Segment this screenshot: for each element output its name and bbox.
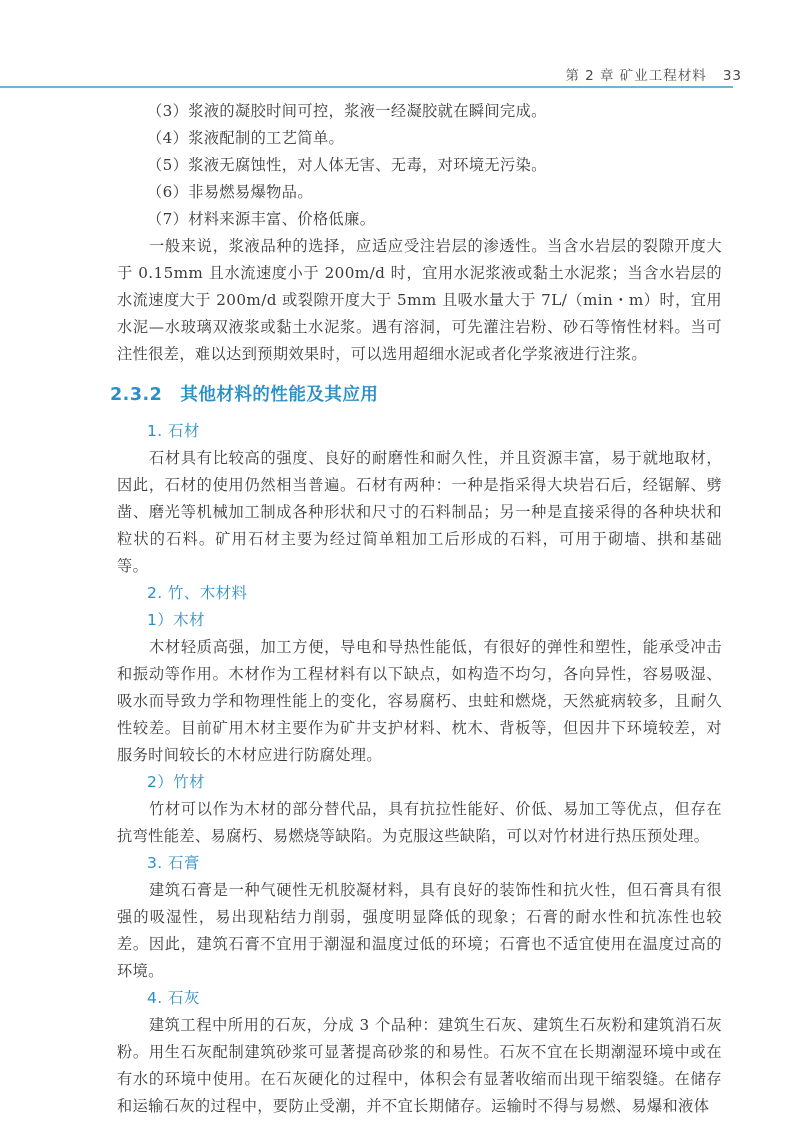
stone-paragraph: 石材具有比较高的强度、良好的耐磨性和耐久性，并且资源丰富，易于就地取材，因此，石材的使用仍然相当普遍。石材有两种：一种是指采得大块岩石后，经锯解、劈凿、磨光等机械加工制成各种形状和尺寸的石料制品；另一种是直接采得的各种块状和粒状的石料。矿用石材主要为经过简单粗加工后形成的石料，可用于砌墙、拱和基础等。 bbox=[117, 449, 722, 575]
list-item: （4）浆液配制的工艺简单。 bbox=[147, 129, 345, 147]
section-number: 2.3.2 bbox=[110, 385, 163, 405]
section-heading bbox=[110, 382, 722, 409]
page-body bbox=[110, 98, 722, 1120]
lime-heading: 4. 石灰 bbox=[147, 989, 200, 1007]
list-item: （6）非易燃易爆物品。 bbox=[147, 183, 313, 201]
bamboo-wood-heading: 2. 竹、木材料 bbox=[147, 584, 248, 602]
wood-heading: 1）木材 bbox=[147, 611, 205, 629]
gypsum-paragraph: 建筑石膏是一种气硬性无机胶凝材料，具有良好的装饰性和抗火性，但石膏具有很强的吸湿性，易出现粘结力削弱，强度明显降低的现象；石膏的耐水性和抗冻性也较差。因此，建筑石膏不宜用于潮湿和温度过低的环境；石膏也不适宜使用在温度过高的环境。 bbox=[117, 881, 722, 980]
intro-paragraph: 一般来说，浆液品种的选择，应适应受注岩层的渗透性。当含水岩层的裂隙开度大于 0.15mm 且水流速度小于 200m/d 时，宜用水泥浆液或黏土水泥浆；当含水岩层的水流速度大于 200m/d 或裂隙开度大于 5mm 且吸水量大于 7L/（min・m）时，宜用水泥—水玻璃双液浆或黏土水泥浆。遇有溶洞，可先灌注岩粉、砂石等惰性材料。当可注性很差，难以达到预期效果时，可以选用超细水泥或者化学浆液进行注浆。 bbox=[117, 237, 722, 363]
header-rule bbox=[0, 86, 733, 88]
bamboo-heading: 2）竹材 bbox=[147, 773, 205, 791]
running-header bbox=[565, 64, 742, 84]
list-item: （7）材料来源丰富、价格低廉。 bbox=[147, 210, 376, 228]
chapter-title: 第 2 章 矿业工程材料 bbox=[565, 68, 707, 84]
page-number: 33 bbox=[722, 68, 742, 84]
list-item: （3）浆液的凝胶时间可控，浆液一经凝胶就在瞬间完成。 bbox=[147, 102, 547, 120]
list-item: （5）浆液无腐蚀性，对人体无害、无毒，对环境无污染。 bbox=[147, 156, 547, 174]
lime-paragraph: 建筑工程中所用的石灰，分成 3 个品种：建筑生石灰、建筑生石灰粉和建筑消石灰粉。用生石灰配制建筑砂浆可显著提高砂浆的和易性。石灰不宜在长期潮湿环境中或在有水的环境中使用。在石灰硬化的过程中，体积会有显著收缩而出现干缩裂缝。在储存和运输石灰的过程中，要防止受潮，并不宜长期储存。运输时不得与易燃、易爆和液体 bbox=[117, 1016, 722, 1115]
stone-heading: 1. 石材 bbox=[147, 422, 200, 440]
section-title: 其他材料的性能及其应用 bbox=[180, 385, 379, 405]
wood-paragraph: 木材轻质高强，加工方便，导电和导热性能低，有很好的弹性和塑性，能承受冲击和振动等作用。木材作为工程材料有以下缺点，如构造不均匀，各向异性，容易吸湿、吸水而导致力学和物理性能上的变化，容易腐朽、虫蛀和燃烧，天然疵病较多，且耐久性较差。目前矿用木材主要作为矿井支护材料、枕木、背板等，但因井下环境较差，对服务时间较长的木材应进行防腐处理。 bbox=[117, 638, 722, 764]
bamboo-paragraph: 竹材可以作为木材的部分替代品，具有抗拉性能好、价低、易加工等优点，但存在抗弯性能差、易腐朽、易燃烧等缺陷。为克服这些缺陷，可以对竹材进行热压预处理。 bbox=[117, 800, 722, 845]
page-header bbox=[0, 0, 800, 90]
gypsum-heading: 3. 石膏 bbox=[147, 854, 200, 872]
